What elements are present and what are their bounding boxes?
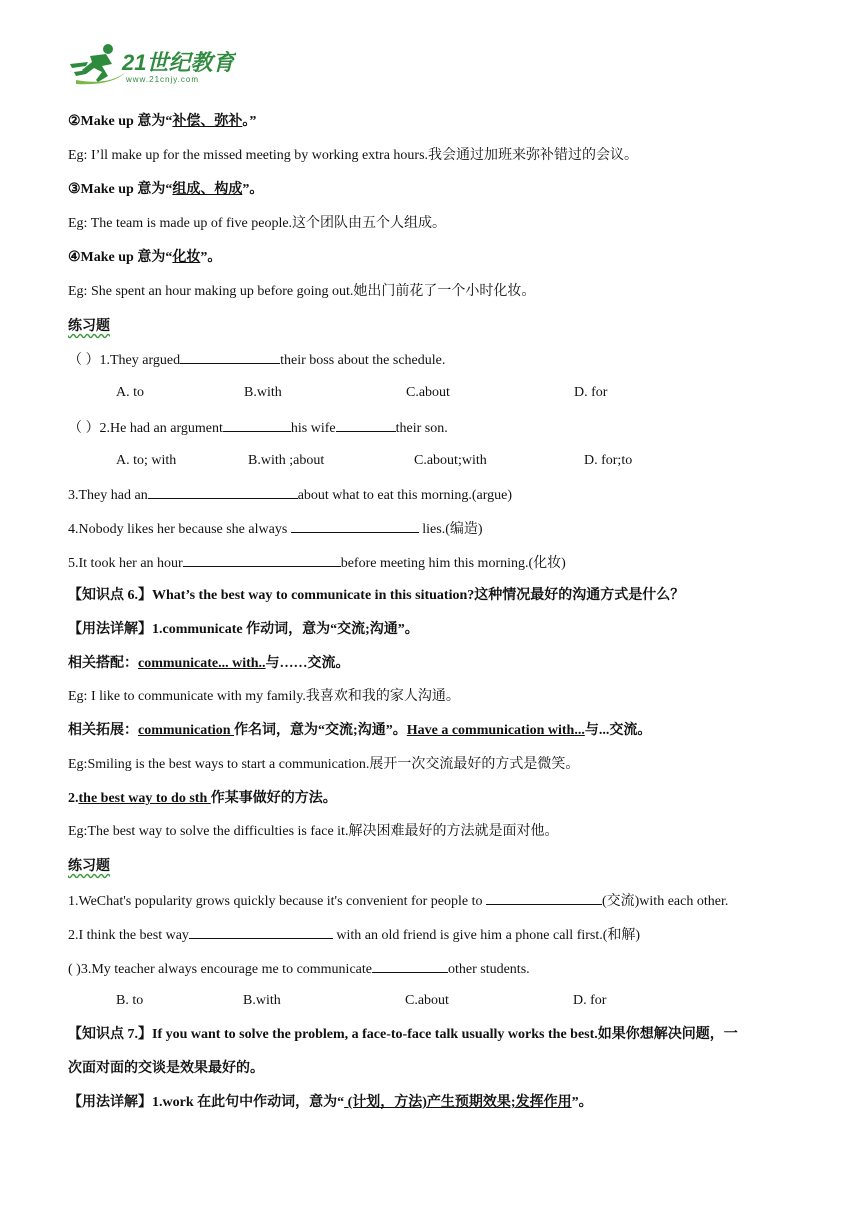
- option-c: C.about: [405, 993, 449, 1008]
- answer-blank[interactable]: [291, 518, 419, 533]
- best-way-usage: 2.the best way to do sth 作某事做好的方法。: [68, 791, 337, 806]
- answer-blank[interactable]: [372, 958, 448, 973]
- knowledge-point-6: 【知识点 6.】What’s the best way to communicate in this situation?这种情况最好的沟通方式是什么？: [68, 588, 685, 603]
- exercise-question-2: （ ）2.He had an argument his wife their son.: [68, 417, 448, 439]
- exercise-question-4: 4.Nobody likes her because she always lies.(编造): [68, 518, 483, 540]
- answer-blank[interactable]: [183, 552, 341, 567]
- runner-logo-icon: [68, 42, 236, 86]
- usage-detail: 【用法详解】1.work 在此句中作动词，意为“ (计划，方法)产生预期效果;发挥作用”。: [68, 1095, 593, 1110]
- option-c: C.about;with: [414, 453, 487, 468]
- makeup-meaning-3: ③Make up 意为“组成、构成”。: [68, 182, 264, 197]
- option-c: C.about: [406, 385, 450, 400]
- knowledge-point-7-cont: 次面对面的交谈是效果最好的。: [68, 1061, 264, 1076]
- option-d: D. for: [573, 993, 607, 1008]
- option-b: B.with: [244, 385, 282, 400]
- answer-blank[interactable]: [336, 417, 396, 432]
- option-b: B.with ;about: [248, 453, 325, 468]
- logo-url: www.21cnjy.com: [126, 75, 199, 84]
- makeup-meaning-4: ④Make up 意为“化妆”。: [68, 250, 222, 265]
- example-sentence: Eg:Smiling is the best ways to start a communication.展开一次交流最好的方式是微笑。: [68, 757, 580, 772]
- option-d: D. for;to: [584, 453, 633, 468]
- exercise-heading: 练习题: [68, 318, 110, 334]
- answer-blank[interactable]: [189, 924, 333, 939]
- exercise-question-3: ( )3.My teacher always encourage me to communicate other students.: [68, 958, 530, 980]
- example-sentence: Eg: The team is made up of five people.这个团队由五个人组成。: [68, 216, 447, 231]
- collocation: 相关搭配：communicate... with..与……交流。: [68, 656, 350, 671]
- exercise-heading: 练习题: [68, 858, 110, 874]
- logo-brand: 21世纪教育: [122, 50, 235, 75]
- option-a: B. to: [116, 993, 144, 1008]
- answer-blank[interactable]: [180, 349, 280, 364]
- answer-blank[interactable]: [148, 484, 298, 499]
- knowledge-point-7: 【知识点 7.】If you want to solve the problem, a face-to-face talk usually works the best.如果你想解决问题，一: [68, 1027, 738, 1042]
- makeup-meaning-2: ②Make up 意为“补偿、弥补。”: [68, 114, 257, 129]
- option-d: D. for: [574, 385, 608, 400]
- extension: 相关拓展：communication 作名词，意为“交流;沟通”。Have a communication with...与...交流。: [68, 723, 652, 738]
- example-sentence: Eg: She spent an hour making up before going out.她出门前花了一个小时化妆。: [68, 284, 536, 299]
- option-b: B.with: [243, 993, 281, 1008]
- exercise-question-5: 5.It took her an hour before meeting him this morning.(化妆): [68, 552, 566, 574]
- option-a: A. to: [116, 385, 144, 400]
- answer-blank[interactable]: [223, 417, 291, 432]
- exercise-question-3: 3.They had an about what to eat this morning.(argue): [68, 484, 512, 506]
- answer-blank[interactable]: [486, 890, 602, 905]
- example-sentence: Eg:The best way to solve the difficulties is face it.解决困难最好的方法就是面对他。: [68, 824, 559, 839]
- example-sentence: Eg: I’ll make up for the missed meeting by working extra hours.我会通过加班来弥补错过的会议。: [68, 148, 639, 163]
- exercise-question-1: 1.WeChat's popularity grows quickly because it's convenient for people to (交流)with each other.: [68, 890, 728, 912]
- exercise-question-2: 2.I think the best way with an old friend is give him a phone call first.(和解): [68, 924, 640, 946]
- exercise-question-1: （ ）1.They argued their boss about the schedule.: [68, 349, 445, 371]
- example-sentence: Eg: I like to communicate with my family.我喜欢和我的家人沟通。: [68, 689, 460, 704]
- usage-detail: 【用法详解】1.communicate 作动词，意为“交流;沟通”。: [68, 622, 419, 637]
- logo: [68, 42, 236, 86]
- option-a: A. to; with: [116, 453, 177, 468]
